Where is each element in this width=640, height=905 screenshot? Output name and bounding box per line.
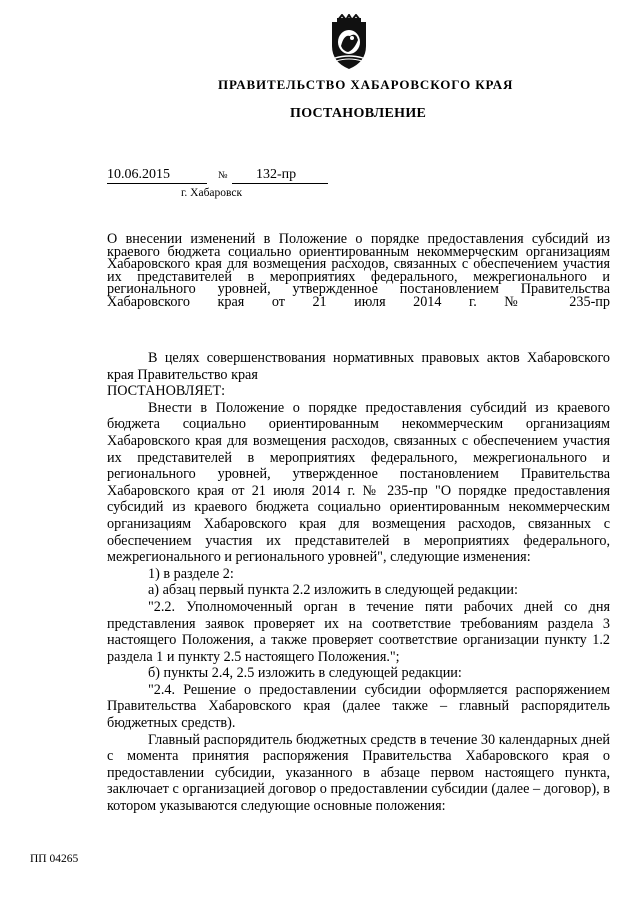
paragraph-1: Внести в Положение о порядке предоставления субсидий из краевого бюджета социально ориентированным некоммерческим организациям Хабаровского края для возмещения расходов, связанных с обеспечением участия их представителей в мероприятиях федерального, межрегионального и регионального уровней, утвержденное постановлением Правительства Хабаровского края от 21 июля 2014 г. № 235-пр "О порядке предоставления субсидий из краевого бюджета социально ориентированным некоммерческим организациям Хабаровского края для возмещения расходов, связанных с обеспечением участия их представителей в мероприятиях федерального, межрегионального и регионального уровней", следующие изменения: [107,399,610,566]
paragraph-2: 1) в разделе 2: [148,565,234,582]
paragraph-5: б) пункты 2.4, 2.5 изложить в следующей редакции: [148,665,462,682]
preamble-text: В целях совершенствования нормативных правовых актов Хабаровского края Правительство края [107,350,610,383]
paragraph-7: Главный распорядитель бюджетных средств в течение 30 календарных дней с момента принятия распоряжения Правительства Хабаровского края о предоставлении субсидии, указанного в абзаце первом настоящего пункта, заключает с организацией договор о предоставлении субсидии (далее – договор), в котором указываются следующие основные положения: [107,731,610,815]
document-body [107,350,610,815]
decree-subject [107,233,610,308]
document-type: ПОСТАНОВЛЕНИЕ [290,106,427,121]
coat-of-arms-emblem [326,14,372,72]
city: г. Хабаровск [181,187,243,199]
number-sign: № [218,170,228,181]
paragraph-3: а) абзац первый пункта 2.2 изложить в следующей редакции: [148,582,518,599]
subject-text: О внесении изменений в Положение о порядке предоставления субсидий из краевого бюджета социально ориентированным некоммерческим организациям Хабаровского края для возмещения расходов, связанных с обеспечением участия их представителей в мероприятиях федерального, межрегионального и регионального уровней, утвержденное постановлением Правительства Хабаровского края от 21 июля 2014 г. № 235-пр [107,231,610,310]
government-title: ПРАВИТЕЛЬСТВО ХАБАРОВСКОГО КРАЯ [218,77,514,92]
resolution-word: ПОСТАНОВЛЯЕТ: [107,383,226,400]
decree-number: 132-пр [232,166,328,184]
paragraph-4: "2.2. Уполномоченный орган в течение пяти рабочих дней со дня представления заявок проверяет их на соответствие требованиям раздела 3 настоящего Положения, а также проверяет соответствие организации пункту 1.2 раздела 1 и пункту 2.5 настоящего Положения."; [107,598,610,665]
decree-date: 10.06.2015 [107,166,207,184]
document-code: ПП 04265 [30,853,79,865]
paragraph-6: "2.4. Решение о предоставлении субсидии оформляется распоряжением Правительства Хабаровского края (далее также – главный распорядитель бюджетных средств). [107,681,610,732]
